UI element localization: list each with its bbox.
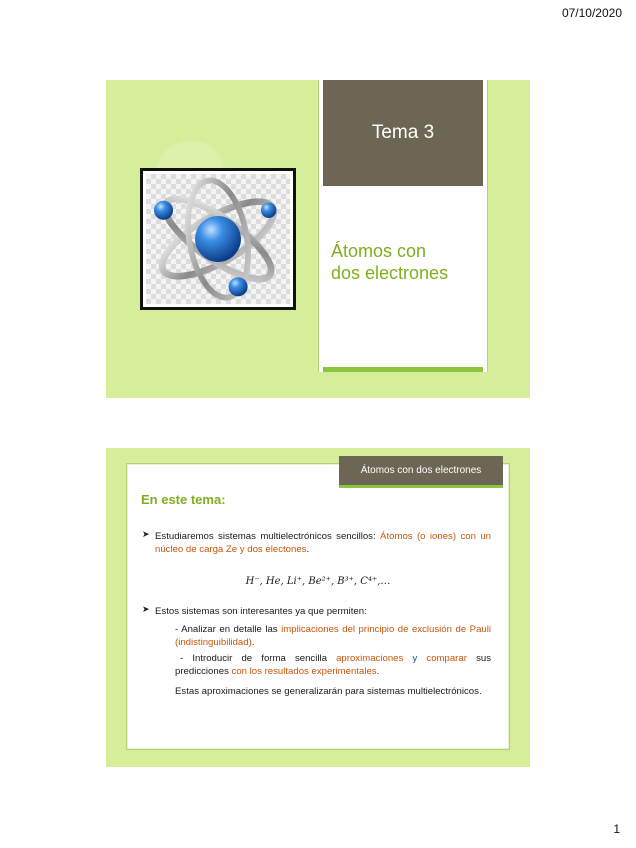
page-number: 1 <box>613 822 620 836</box>
bullet-arrow-icon: ➤ <box>142 530 150 540</box>
slide-title <box>106 80 530 398</box>
slide-tag-text: Átomos con dos electrones <box>360 465 482 476</box>
tag-underline <box>339 485 503 488</box>
sub-item-1 <box>175 623 491 649</box>
content-card <box>126 463 510 750</box>
subtitle-line-1: Átomos con <box>331 241 427 261</box>
bullet-2-text: Estos sistemas son interesantes ya que permiten: <box>155 606 367 617</box>
subtitle-line-2: dos electrones <box>331 263 449 283</box>
slide-tag <box>339 456 503 485</box>
sub-item-1-text: - Analizar en detalle las implicaciones del principio de exclusión de Pauli (indistinguibilidad). <box>175 624 492 648</box>
bullet-1 <box>142 530 491 556</box>
slide-subtitle <box>331 240 481 284</box>
bullet-arrow-icon: ➤ <box>142 605 150 615</box>
title-card <box>318 80 488 372</box>
page-date: 07/10/2020 <box>561 6 622 20</box>
ion-formula: H⁻, He, Li⁺, Be²⁺, B³⁺, C⁴⁺,… <box>245 576 391 587</box>
sub-item-2 <box>175 652 491 678</box>
sub-item-2-text: - Introducir de forma sencilla aproximaciones y comparar sus predicciones con los resultados experimentales. <box>175 653 491 677</box>
slide-title-text: Tema 3 <box>323 80 483 186</box>
bullet-1-text: Estudiaremos sistemas multielectrónicos sencillos: Átomos (o iones) con un núcleo de carga Ze y dos electones. <box>155 531 491 555</box>
atom-image-frame <box>140 168 296 310</box>
sub-item-3 <box>175 685 491 698</box>
slide-content <box>106 448 530 767</box>
title-underline <box>323 367 483 372</box>
atom-icon <box>146 174 290 304</box>
section-heading: En este tema: <box>141 492 226 507</box>
sub-item-3-text: Estas aproximaciones se generalizarán para sistemas multielectrónicos. <box>175 686 482 697</box>
atom-image <box>146 174 290 304</box>
bullet-2 <box>142 605 491 618</box>
